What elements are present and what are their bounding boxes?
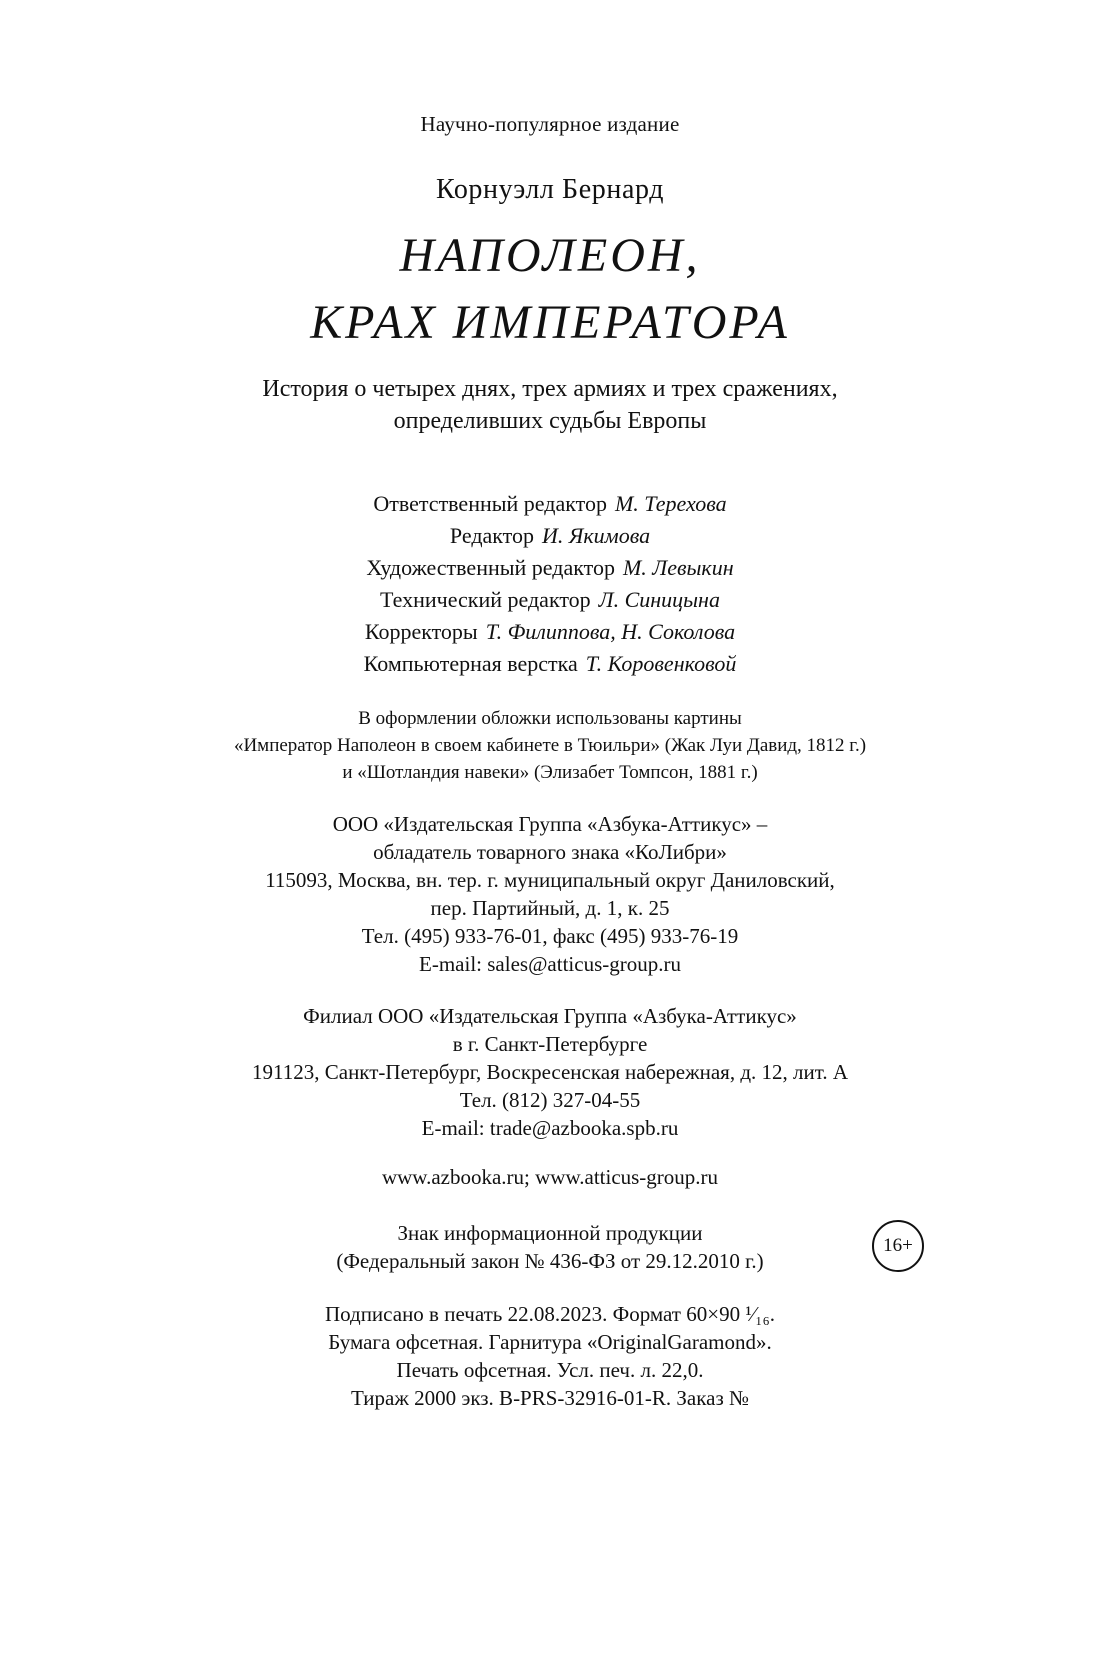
info-product-mark: [0, 1219, 1100, 1275]
print-info-line-1: Подписано в печать 22.08.2023. Формат 60×90 ¹⁄₁₆.: [324, 1302, 776, 1326]
credit-name: Т. Филиппова, Н. Соколова: [485, 619, 736, 644]
print-info-line-2: Бумага офсетная. Гарнитура «OriginalGaramond».: [328, 1330, 772, 1354]
credit-line: [0, 616, 1100, 648]
print-info: [0, 1300, 1100, 1412]
publisher-email: E-mail: sales@atticus-group.ru: [419, 952, 681, 976]
credit-name: М. Левыкин: [622, 555, 734, 580]
websites: www.azbooka.ru; www.atticus-group.ru: [381, 1165, 719, 1189]
credit-line: [0, 520, 1100, 552]
edition-type: Научно-популярное издание: [420, 112, 680, 136]
publisher-info: [0, 810, 1100, 978]
credit-role: Ответственный редактор: [373, 491, 607, 516]
publisher-line-1: ООО «Издательская Группа «Азбука-Аттикус» –: [332, 812, 768, 836]
publisher-line-4: пер. Партийный, д. 1, к. 25: [430, 896, 670, 920]
book-title-line-1: НАПОЛЕОН,: [399, 229, 701, 282]
publisher-line-5: Тел. (495) 933-76-01, факс (495) 933-76-19: [361, 924, 739, 948]
credit-role: Корректоры: [364, 619, 478, 644]
cover-note-line-1: В оформлении обложки использованы картины: [358, 708, 742, 729]
author-name: Корнуэлл Бернард: [435, 174, 665, 205]
credit-line: [0, 648, 1100, 680]
branch-line-4: Тел. (812) 327-04-55: [459, 1088, 641, 1112]
credit-name: Т. Коровенковой: [585, 651, 737, 676]
print-info-line-3: Печать офсетная. Усл. печ. л. 22,0.: [396, 1358, 704, 1382]
age-rating-badge: 16+: [872, 1220, 924, 1272]
branch-line-1: Филиал ООО «Издательская Группа «Азбука-Аттикус»: [303, 1004, 797, 1028]
credit-name: Л. Синицына: [598, 587, 720, 612]
book-title-line-2: КРАХ ИМПЕРАТОРА: [310, 296, 790, 349]
cover-note: [0, 705, 1100, 786]
credit-line: [0, 584, 1100, 616]
book-title: [0, 222, 1100, 356]
branch-line-2: в г. Санкт-Петербурге: [452, 1032, 648, 1056]
publisher-line-2: обладатель товарного знака «КоЛибри»: [373, 840, 727, 864]
credit-role: Компьютерная верстка: [363, 651, 578, 676]
editorial-credits: [0, 488, 1100, 680]
credit-role: Художественный редактор: [366, 555, 615, 580]
info-mark-line-1: Знак информационной продукции: [397, 1221, 703, 1245]
credit-role: Технический редактор: [380, 587, 591, 612]
book-subtitle: [0, 373, 1100, 437]
publisher-line-3: 115093, Москва, вн. тер. г. муниципальный округ Даниловский,: [265, 868, 835, 892]
cover-note-line-3: и «Шотландия навеки» (Элизабет Томпсон, 1881 г.): [342, 762, 758, 783]
print-info-line-4: Тираж 2000 экз. В-PRS-32916-01-R. Заказ №: [350, 1386, 750, 1410]
credit-name: М. Терехова: [614, 491, 727, 516]
subtitle-line-1: История о четырех днях, трех армиях и трех сражениях,: [262, 376, 838, 402]
info-mark-line-2: (Федеральный закон № 436-ФЗ от 29.12.2010 г.): [336, 1249, 764, 1273]
branch-email: E-mail: trade@azbooka.spb.ru: [421, 1116, 679, 1140]
credit-line: [0, 552, 1100, 584]
subtitle-line-2: определивших судьбы Европы: [393, 408, 707, 434]
cover-note-line-2: «Император Наполеон в своем кабинете в Тюильри» (Жак Луи Давид, 1812 г.): [233, 735, 867, 756]
credit-name: И. Якимова: [542, 523, 651, 548]
credit-role: Редактор: [449, 523, 535, 548]
credit-line: [0, 488, 1100, 520]
branch-info: [0, 1002, 1100, 1142]
branch-line-3: 191123, Санкт-Петербург, Воскресенская набережная, д. 12, лит. А: [252, 1060, 848, 1084]
